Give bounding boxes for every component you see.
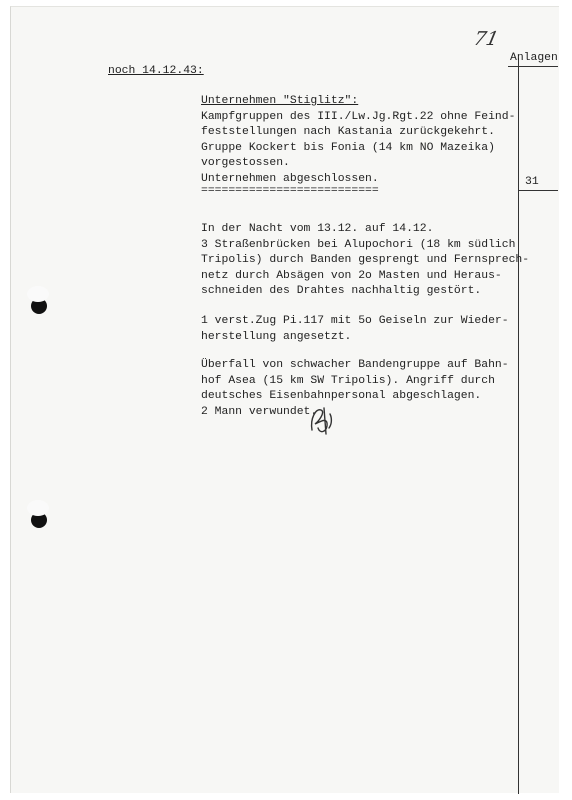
entry-line: vorgestossen. bbox=[201, 157, 290, 169]
entry-separator: ========================== bbox=[201, 185, 379, 197]
entry-line: Kampfgruppen des III./Lw.Jg.Rgt.22 ohne Feind- bbox=[201, 110, 516, 123]
entry-line: deutsches Eisenbahnpersonal abgeschlagen. bbox=[201, 390, 482, 402]
margin-rule-annex bbox=[518, 190, 558, 191]
margin-header: Anlagen bbox=[510, 52, 558, 64]
entry-line: Gruppe Kockert bis Fonia (14 km NO Mazeika) bbox=[201, 141, 495, 154]
margin-rule-top bbox=[508, 66, 558, 67]
punch-hole-upper bbox=[31, 298, 47, 314]
entry-bridges bbox=[201, 222, 529, 300]
handwritten-initials bbox=[306, 404, 336, 436]
entry-repair bbox=[201, 314, 509, 345]
entry-line: 3 Straßenbrücken bei Alupochori (18 km südlich bbox=[201, 238, 516, 251]
entry-line: Unternehmen abgeschlossen. bbox=[201, 172, 379, 185]
margin-rule-vertical bbox=[518, 58, 519, 794]
entry-line: Überfall von schwacher Bandengruppe auf Bahn- bbox=[201, 359, 509, 371]
entry-title: Unternehmen "Stiglitz": bbox=[201, 95, 359, 107]
entry-stiglitz bbox=[201, 94, 515, 195]
page-number: 71 bbox=[471, 28, 501, 50]
entry-line: hof Asea (15 km SW Tripolis). Angriff durch bbox=[201, 374, 495, 387]
entry-line: schneiden des Drahtes nachhaltig gestört. bbox=[201, 285, 482, 297]
annex-number: 31 bbox=[525, 176, 539, 188]
entry-asea bbox=[201, 358, 509, 420]
entry-line: herstellung angesetzt. bbox=[201, 330, 352, 343]
entry-line: feststellungen nach Kastania zurückgekehrt. bbox=[201, 126, 495, 138]
entry-line: Tripolis) durch Banden gesprengt und Fernsprech- bbox=[201, 254, 530, 266]
punch-hole-lower bbox=[31, 512, 47, 528]
entry-line: 2 Mann verwundet. bbox=[201, 405, 318, 418]
date-heading: noch 14.12.43: bbox=[108, 65, 204, 77]
entry-line: 1 verst.Zug Pi.117 mit 5o Geiseln zur Wieder- bbox=[201, 315, 509, 327]
entry-line: netz durch Absägen von 2o Masten und Heraus- bbox=[201, 269, 502, 282]
entry-line: In der Nacht vom 13.12. auf 14.12. bbox=[201, 223, 434, 235]
